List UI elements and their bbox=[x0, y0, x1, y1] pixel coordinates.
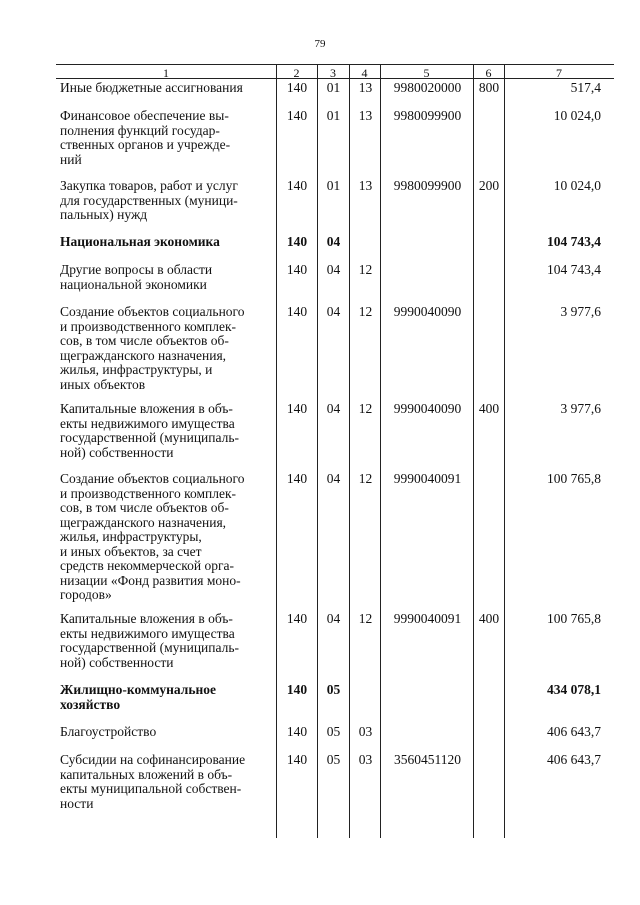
cell-col2: 140 bbox=[286, 178, 308, 193]
cell-col7: 517,4 bbox=[570, 80, 601, 95]
cell-col5: 9980099900 bbox=[393, 108, 462, 123]
cell-col7: 406 643,7 bbox=[547, 752, 601, 767]
header-cell: 6 bbox=[485, 66, 492, 80]
row-name: Субсидии на софинансирование капитальных вложений в объ- екты муниципальной собствен- ности bbox=[60, 752, 246, 811]
cell-col7: 104 743,4 bbox=[547, 234, 601, 249]
cell-col2: 140 bbox=[286, 611, 308, 626]
page-number: 79 bbox=[314, 38, 326, 50]
cell-col3: 05 bbox=[326, 682, 341, 697]
cell-col5: 9990040091 bbox=[393, 611, 462, 626]
cell-col5: 9980099900 bbox=[393, 178, 462, 193]
row-name: Капитальные вложения в объ- екты недвижимого имущества государственной (муниципаль- ной) собственности bbox=[60, 401, 240, 460]
row-name: Закупка товаров, работ и услуг для государственных (муници- пальных) нужд bbox=[60, 178, 238, 222]
cell-col3: 01 bbox=[326, 108, 341, 123]
cell-col7: 100 765,8 bbox=[547, 471, 601, 486]
cell-col4: 13 bbox=[358, 178, 373, 193]
cell-col2: 140 bbox=[286, 304, 308, 319]
row-name: Создание объектов социального и производственного комплек- сов, в том числе объектов об- щегражданского назначения, жилья, инфраструктуры, и иных объектов, за счет средств некоммерческой орга- низации «Фонд развития моно- городов» bbox=[60, 471, 245, 602]
cell-col6: 400 bbox=[478, 611, 500, 626]
cell-col4: 12 bbox=[358, 262, 373, 277]
cell-col3: 04 bbox=[326, 262, 341, 277]
cell-col4: 03 bbox=[358, 752, 373, 767]
header-cell: 3 bbox=[330, 66, 336, 80]
row-name: Другие вопросы в области национальной экономики bbox=[60, 262, 213, 292]
cell-col7: 3 977,6 bbox=[560, 401, 601, 416]
cell-col3: 04 bbox=[326, 471, 341, 486]
cell-col3: 04 bbox=[326, 611, 341, 626]
cell-col4: 13 bbox=[358, 108, 373, 123]
cell-col7: 104 743,4 bbox=[547, 262, 601, 277]
cell-col7: 100 765,8 bbox=[547, 611, 601, 626]
cell-col5: 3560451120 bbox=[394, 752, 461, 767]
cell-col2: 140 bbox=[286, 262, 308, 277]
row-name: Капитальные вложения в объ- екты недвижимого имущества государственной (муниципаль- ной) собственности bbox=[60, 611, 240, 670]
cell-col2: 140 bbox=[286, 401, 308, 416]
cell-col2: 140 bbox=[286, 234, 308, 249]
header-cell: 4 bbox=[361, 66, 368, 80]
cell-col2: 140 bbox=[286, 752, 308, 767]
header-cell: 7 bbox=[556, 66, 562, 80]
row-name: Благоустройство bbox=[60, 724, 157, 739]
table-header bbox=[56, 66, 614, 80]
cell-col7: 434 078,1 bbox=[547, 682, 601, 697]
cell-col3: 04 bbox=[326, 304, 341, 319]
cell-col6: 400 bbox=[478, 401, 500, 416]
cell-col2: 140 bbox=[286, 724, 308, 739]
cell-col5: 9980020000 bbox=[393, 80, 462, 95]
cell-col2: 140 bbox=[286, 80, 308, 95]
cell-col3: 05 bbox=[326, 752, 341, 767]
cell-col7: 10 024,0 bbox=[553, 178, 601, 193]
cell-col4: 12 bbox=[358, 401, 373, 416]
cell-col5: 9990040090 bbox=[393, 304, 462, 319]
cell-col4: 03 bbox=[358, 724, 373, 739]
cell-col3: 01 bbox=[326, 178, 341, 193]
header-cell: 5 bbox=[423, 66, 430, 80]
cell-col3: 04 bbox=[326, 401, 341, 416]
cell-col7: 10 024,0 bbox=[553, 108, 601, 123]
cell-col4: 12 bbox=[358, 471, 373, 486]
cell-col4: 12 bbox=[358, 304, 373, 319]
cell-col2: 140 bbox=[286, 108, 308, 123]
row-name: Национальная экономика bbox=[60, 234, 220, 249]
cell-col6: 200 bbox=[478, 178, 500, 193]
header-cell: 1 bbox=[163, 66, 169, 80]
cell-col3: 01 bbox=[326, 80, 341, 95]
cell-col7: 3 977,6 bbox=[560, 304, 601, 319]
cell-col6: 800 bbox=[478, 80, 500, 95]
cell-col2: 140 bbox=[286, 682, 308, 697]
cell-col4: 13 bbox=[358, 80, 373, 95]
cell-col5: 9990040090 bbox=[393, 401, 462, 416]
row-name: Иные бюджетные ассигнования bbox=[60, 80, 243, 95]
header-cell: 2 bbox=[293, 66, 300, 80]
cell-col2: 140 bbox=[286, 471, 308, 486]
cell-col4: 12 bbox=[358, 611, 373, 626]
cell-col5: 9990040091 bbox=[393, 471, 462, 486]
cell-col3: 05 bbox=[326, 724, 341, 739]
row-name: Создание объектов социального и производственного комплек- сов, в том числе объектов об- щегражданского назначения, жилья, инфраструктуры, и иных объектов bbox=[60, 304, 245, 392]
row-name: Финансовое обеспечение вы- полнения функций государ- ственных органов и учрежде- ний bbox=[60, 108, 231, 167]
row-name: Жилищно-коммунальное хозяйство bbox=[60, 682, 217, 712]
cell-col3: 04 bbox=[326, 234, 341, 249]
cell-col7: 406 643,7 bbox=[547, 724, 601, 739]
